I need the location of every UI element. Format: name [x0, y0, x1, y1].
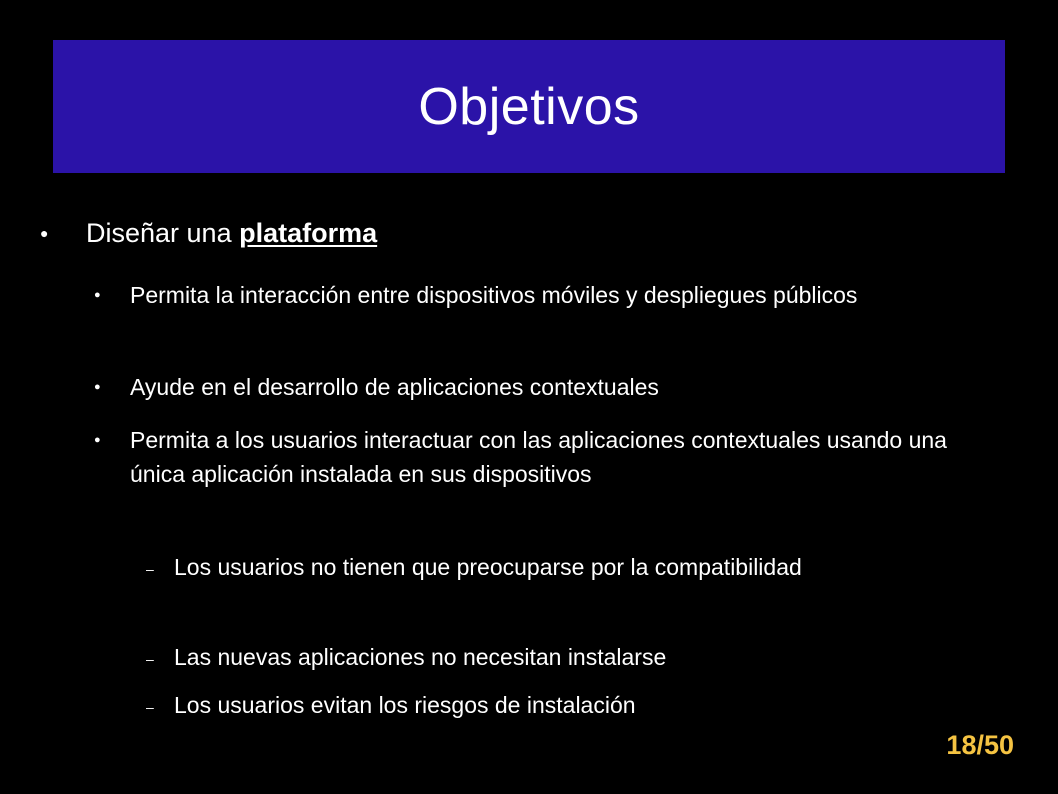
bullet-main-prefix: Diseñar una — [86, 218, 240, 248]
sub-bullet-label: Ayude en el desarrollo de aplicaciones contextuales — [130, 374, 659, 400]
sub-sub-bullet — [146, 640, 986, 678]
sub-bullet-label: Permita la interacción entre dispositivos móviles y despliegues públicos — [130, 282, 858, 308]
sub-sub-bullet-label: Las nuevas aplicaciones no necesitan instalarse — [174, 644, 667, 670]
bullet-main-emphasis: plataforma — [239, 218, 378, 248]
sub-bullet — [94, 278, 984, 312]
bullet-dot-icon: ● — [40, 225, 49, 241]
sub-sub-bullet — [146, 688, 986, 726]
bullet-main-label — [86, 212, 377, 254]
page-number: 18/50 — [946, 730, 1014, 760]
dash-icon: – — [146, 699, 154, 715]
bullet-dot-icon: ● — [94, 289, 101, 301]
slide-title: Objetivos — [418, 77, 640, 136]
sub-bullet — [94, 423, 984, 491]
sub-sub-bullet-label: Los usuarios no tienen que preocuparse por la compatibilidad — [174, 554, 802, 580]
bullet-main — [40, 212, 377, 254]
sub-bullet-label: Permita a los usuarios interactuar con las aplicaciones contextuales usando una única aplicación instalada en sus dispositivos — [130, 427, 947, 487]
sub-sub-bullet-label: Los usuarios evitan los riesgos de instalación — [174, 692, 636, 718]
dash-icon: – — [146, 561, 154, 577]
dash-icon: – — [146, 651, 154, 667]
bullet-dot-icon: ● — [94, 434, 101, 446]
bullet-dot-icon: ● — [94, 381, 101, 393]
sub-bullet — [94, 370, 984, 404]
sub-sub-bullet — [146, 550, 986, 588]
